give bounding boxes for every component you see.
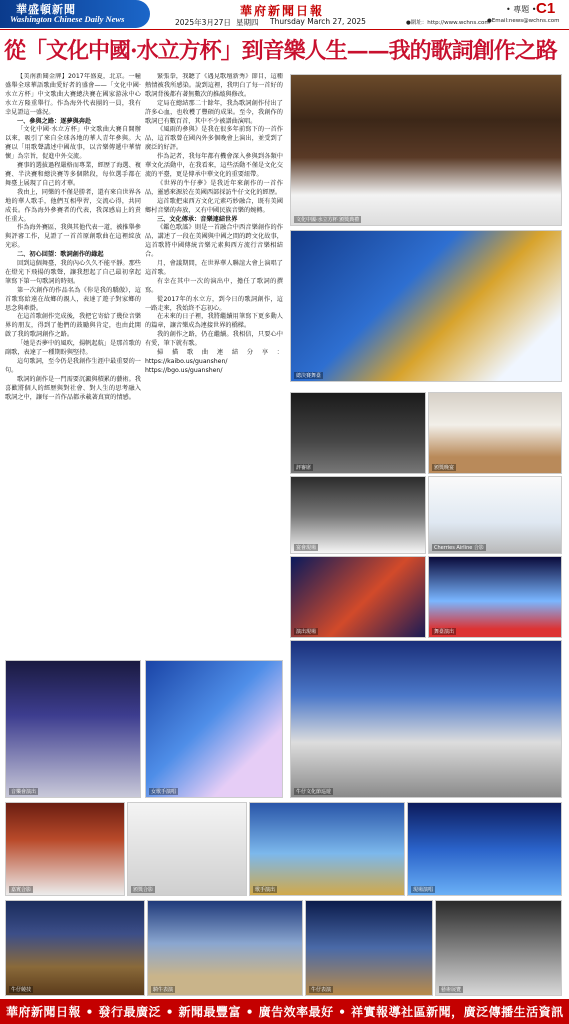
paragraph: 在這首歌創作完成後，我把它寄給了幾位音樂界的朋友，得到了他們的鼓勵與肯定，也由此開啟了我的歌詞創作之路。: [5, 313, 141, 339]
page-number: C1: [536, 0, 556, 17]
photo-rodeo: [5, 900, 145, 996]
subheading: 三、文化傳承：音樂連結世界: [157, 215, 238, 223]
photo-singer: [145, 660, 283, 798]
paragraph: 「文化中國·水立方杯」中文歌曲大賽自開辦以來，吸引了來自全球各地的華人青年參與。大賽以「用歌聲講述中國故事，以音樂傳遞中華情懷」為宗旨，促進中外交流。: [5, 126, 141, 161]
photo-caption: 文化中國·水立方杯 頒獎典禮: [296, 217, 360, 223]
paragraph: 「她是否夢中的風吹，揚帆起航」是那首歌的副歌，表達了一種期盼與堅持。: [5, 340, 141, 357]
footer-slogan: 華府新聞日報 • 發行最廣泛 • 新聞最豐富 • 廣告效率最好 • 祥實報導社區新聞，廣泛傳播生活資訊: [6, 1005, 564, 1019]
subheading: 二、初心回望：歌詞創作的緣起: [17, 251, 104, 259]
photo-caption: 演出現場: [296, 629, 317, 635]
photo-caption: 牛仔競技: [11, 987, 32, 993]
article-column-1: [5, 73, 141, 663]
photo-dinner: [428, 392, 562, 474]
photo-banquet-hall: [290, 476, 426, 554]
photo-caption: 音樂會演出: [11, 789, 37, 795]
photo-judges: [290, 392, 426, 474]
photo-caption: 宴會現場: [296, 545, 317, 551]
paragraph: 第一次創作的作品名為《你是我的驕傲》，這首歌寫給遠在故鄉的親人，表達了遊子對家鄉的思念與牽掛。: [5, 286, 141, 312]
photo-caption: Cherries Airline 合影: [434, 545, 484, 551]
photo-award-group: [127, 802, 247, 896]
paragraph: 從2017年的水立方，到今日的歌詞創作，這一路走來，我始終不忘初心。: [145, 295, 283, 312]
photo-caption: 舞臺演出: [434, 629, 455, 635]
paragraph: 作為記者，我每年都有機會深入參與到各類中華文化活動中，在我看來，這些活動不僅是文化交流的平臺，更是傳承中華文化的重要紐帶。: [145, 153, 283, 178]
header-rule: [0, 29, 569, 30]
photo-stage-finale: [290, 230, 562, 382]
photo-concert: [5, 660, 141, 798]
photo-singer-performance: [249, 802, 405, 896]
paragraph: 賽事的選拔過程嚴格而專業，經歷了海選、複賽、半決賽和總決賽等多個階段，每位選手都在舞臺上展現了自己的才華。: [5, 162, 141, 187]
paragraph: 《風雨的參與》是我在很多年前寫下的一首作品，這首歌曾在國內外多個晚會上演出，並受到了廣泛的好評。: [145, 126, 283, 152]
photo-live-singing: [407, 802, 562, 896]
photo-airline-group: [428, 476, 562, 554]
paragraph: 定局在總結那二十餘年，我為歌詞創作付出了許多心血，也收穫了豐碩的成果。至今，我創作的歌詞已有數百首，其中不少被譜曲演唱。: [145, 99, 283, 125]
photo-caption: 牛仔表演: [311, 987, 332, 993]
website-link[interactable]: ●網址：http://www.wchns.com: [406, 20, 490, 26]
paragraph: 我由上，同樂的不僅是勝者，還有來自世界各地的華人歌手，他們互相學習，交流心得，共同成長。作為海外參賽者的代表，我深感肩上的責任重大。: [5, 188, 141, 223]
paragraph: 月，會議期間，在世界華人聯誼大會上演唱了這首歌。: [145, 260, 283, 276]
photo-caption: 藝術展覽: [441, 987, 462, 993]
photo-bull-riding: [147, 900, 303, 996]
photo-stage-show: [428, 556, 562, 638]
photo-guests: [5, 802, 125, 896]
headline: 從「文化中國·水立方杯」到音樂人生——我的歌詞創作之路: [4, 38, 557, 64]
date-chinese: 2025年3月27日: [175, 18, 231, 27]
paragraph: 我的創作之路，仍在繼續。我相信，只要心中有愛，筆下就有歌。: [145, 331, 283, 348]
photo-caption: 現場演唱: [413, 887, 434, 893]
photo-parade: [290, 640, 562, 798]
photo-caption: 頒獎晚宴: [434, 465, 455, 471]
paragraph: 緊張拳，我聽了《遇見歌壇新秀》節目，這種熱情被我所感染。說到這裡，我明白了每一首好的歌詞背後都有著無數次的推敲與修改。: [145, 73, 283, 98]
weekday-chinese: 星期四: [236, 18, 259, 27]
photo-caption: 騎牛表演: [153, 987, 174, 993]
logo-chinese: 華盛頓新聞: [16, 3, 76, 16]
paragraph: 歌詞的創作是一門需要沉澱與積累的藝術。我喜歡將個人的經歷與對社會、對人生的思考融入歌詞之中，讓每一首作品都承載著真實的情感。: [5, 375, 141, 401]
subheading: 一、參與之路：逐夢與奔赴: [17, 117, 92, 125]
paragraph: 有幸在其中一次的演出中，擔任了歌詞的撰寫。: [145, 277, 283, 294]
photo-caption: 總決賽舞臺: [296, 373, 322, 379]
email-link[interactable]: ●Email:news@wchns.com: [487, 18, 560, 24]
logo-english: Washington Chinese Daily News: [10, 14, 125, 24]
paragraph: 這句歌詞，至今仍是我創作生涯中最重要的一句。: [5, 358, 141, 374]
photo-cowboy-show: [305, 900, 433, 996]
paragraph: 《鑑色歌謠》則是一首融合中西音樂創作的作品，講述了一段在美國與中國之間的跨文化故事，這首歌將中國傳統音樂元素與西方流行音樂相結合。: [145, 224, 283, 259]
article-column-2: [145, 73, 283, 663]
photo-caption: 評審席: [296, 465, 312, 471]
section-label: • 專題 •: [506, 5, 537, 14]
paragraph: 【美南新聞金牌】2017年盛夏，北京。一幢盛舉全球華語歌曲愛好者的盛會——「文化中國·水立方杯」中文歌曲大賽總決賽在國家游泳中心水立方隆重舉行。作為海外代表團的一員，我有幸見證這一盛況。: [5, 73, 141, 116]
song-links[interactable]: 掃描歌曲連結分享：https://kaibo.us/guanshen/ https://bgo.us/guanshen/: [145, 349, 283, 374]
paragraph: 《世界的牛仔夢》是我近年來創作的一首作品，靈感來源於在美國西部採訪牛仔文化的經歷。: [145, 179, 283, 196]
paragraph: 作為海外賽區，我與其他代表一道，被推舉參與評審工作，見證了一首首原創歌曲在這裡綻放光彩。: [5, 224, 141, 250]
paper-name: 華府新聞日報: [240, 4, 325, 18]
paragraph: 回到這個舞臺，我的內心久久不能平靜。那些在燈光下飛揚的歌聲，讓我想起了自己最初拿起筆寫下第一句歌詞的時刻。: [5, 260, 141, 285]
photo-caption: 嘉賓合影: [11, 887, 32, 893]
photo-caption: 頒獎合影: [133, 887, 154, 893]
paragraph: 在未來的日子裡，我將繼續用筆寫下更多動人的篇章，讓音樂成為連接世界的橋樑。: [145, 313, 283, 330]
photo-caption: 歌手演出: [255, 887, 276, 893]
photo-caption: 女歌手演唱: [151, 789, 177, 795]
photo-caption: 牛仔文化節巡遊: [296, 789, 332, 795]
photo-art-exhibit: [435, 900, 562, 996]
paragraph: 這首歌把東西方文化元素巧妙融合，既有美國鄉村音樂的奔放，又有中國民族音樂的婉轉。: [145, 197, 283, 214]
date-english: Thursday March 27, 2025: [270, 17, 366, 26]
photo-performance: [290, 556, 426, 638]
photo-banquet-group: [290, 74, 562, 226]
